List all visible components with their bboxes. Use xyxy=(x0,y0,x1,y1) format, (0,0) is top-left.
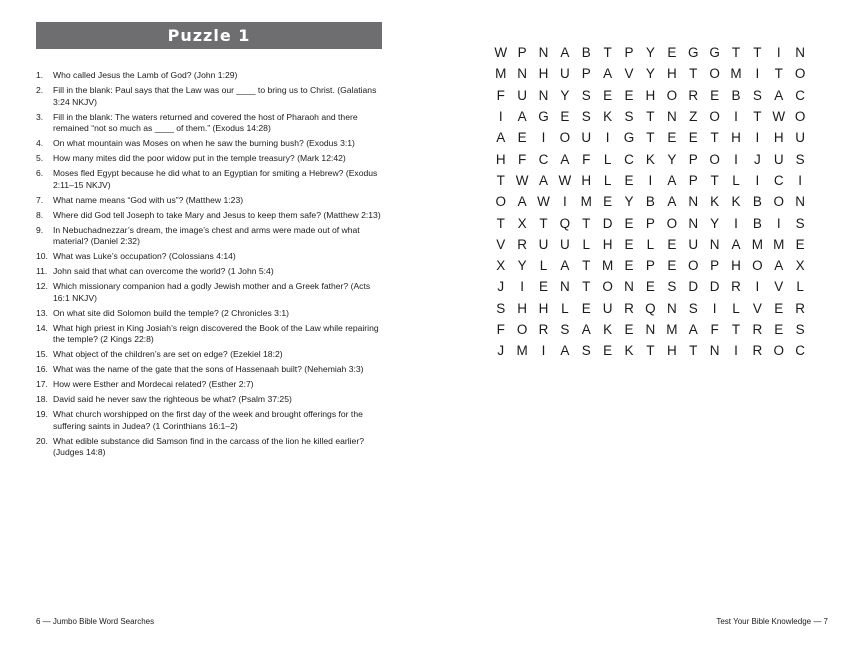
question-text: How many mites did the poor widow put in the temple treasury? (Mark 12:42) xyxy=(53,153,346,164)
grid-letter: T xyxy=(753,45,762,61)
grid-letter: I xyxy=(755,172,760,188)
grid-letter: U xyxy=(795,130,806,146)
grid-letter: H xyxy=(538,300,549,316)
grid-letter: B xyxy=(752,194,762,210)
grid-letter: K xyxy=(603,322,613,337)
grid-letter: H xyxy=(538,66,549,82)
grid-letter: B xyxy=(752,215,762,231)
grid-letter: K xyxy=(603,109,613,125)
grid-letter: I xyxy=(562,194,567,210)
question-text: Which missionary companion had a godly Jewish mother and a Greek father? (Acts 16:1 NKJV) xyxy=(53,281,371,303)
grid-letter: A xyxy=(731,236,741,252)
grid-letter: Y xyxy=(667,151,677,167)
grid-letter: R xyxy=(752,322,763,337)
grid-letter: S xyxy=(560,322,570,337)
grid-letter: Q xyxy=(559,215,571,231)
grid-letter: N xyxy=(624,279,634,295)
question-item xyxy=(36,153,382,165)
grid-letter: W xyxy=(537,194,550,210)
grid-letter: A xyxy=(560,343,570,359)
grid-letter: P xyxy=(710,258,720,274)
grid-letter: I xyxy=(755,130,760,146)
grid-letter: L xyxy=(539,258,548,274)
grid-letter: F xyxy=(710,322,719,337)
grid-letter: E xyxy=(667,236,677,252)
grid-letter: S xyxy=(624,109,634,125)
grid-letter: L xyxy=(603,172,612,188)
question-text: What edible substance did Samson find in the carcass of the lion he killed earlier? (Judges 14:8) xyxy=(53,435,364,458)
grid-letter: L xyxy=(582,236,591,252)
question-number: 14. xyxy=(36,322,48,333)
question-text: Where did God tell Joseph to take Mary and Jesus to keep them safe? (Matthew 2:13) xyxy=(53,209,381,220)
grid-letter: A xyxy=(667,194,677,210)
question-number: 6. xyxy=(36,168,44,179)
grid-letter: K xyxy=(710,194,720,210)
grid-letter: E xyxy=(624,172,634,188)
grid-letter: K xyxy=(624,343,634,359)
grid-letter: H xyxy=(731,130,741,146)
grid-letter: E xyxy=(624,215,634,231)
right-page xyxy=(432,0,864,648)
question-item xyxy=(36,138,382,150)
question-number: 8. xyxy=(36,209,44,220)
grid-letter: D xyxy=(688,279,699,295)
question-number: 12. xyxy=(36,281,48,292)
grid-letter: N xyxy=(645,322,656,337)
grid-letter: E xyxy=(560,109,570,125)
question-text: In Nebuchadnezzar’s dream, the image’s chest and arms were made out of what material? (Daniel 2:32) xyxy=(53,224,360,247)
grid-letter: O xyxy=(773,343,785,359)
grid-letter: Y xyxy=(645,45,655,61)
grid-letter: C xyxy=(624,151,634,167)
grid-letter: O xyxy=(666,215,678,231)
question-item xyxy=(36,195,382,207)
question-number: 17. xyxy=(36,379,48,390)
grid-letter: Y xyxy=(645,66,655,82)
grid-letter: E xyxy=(667,258,677,274)
question-text: What object of the children’s are set on edge? (Ezekiel 18:2) xyxy=(53,349,283,360)
question-item xyxy=(36,379,382,391)
grid-letter: A xyxy=(560,45,570,61)
grid-letter: T xyxy=(603,45,612,61)
grid-letter: Y xyxy=(710,215,720,231)
grid-letter: K xyxy=(645,151,655,167)
footer-right: Test Your Bible Knowledge — 7 xyxy=(716,617,828,626)
question-item xyxy=(36,168,382,191)
grid-letter: R xyxy=(731,279,741,295)
grid-letter: C xyxy=(773,172,784,188)
grid-letter: C xyxy=(795,87,806,103)
grid-letter: G xyxy=(538,109,549,125)
grid-letter: S xyxy=(795,151,805,167)
grid-letter: I xyxy=(541,130,546,146)
grid-letter: F xyxy=(517,151,527,167)
grid-letter: X xyxy=(496,258,506,274)
grid-letter: N xyxy=(666,300,677,316)
grid-letter: I xyxy=(520,279,524,295)
grid-letter: I xyxy=(734,215,738,231)
grid-letter: E xyxy=(710,87,720,103)
question-item xyxy=(36,85,382,108)
question-item xyxy=(36,112,382,135)
grid-letter: L xyxy=(603,151,612,167)
grid-letter: N xyxy=(666,109,677,125)
grid-letter: K xyxy=(731,194,741,210)
grid-letter: S xyxy=(581,109,591,125)
grid-letter: O xyxy=(666,87,678,103)
grid-letter: O xyxy=(794,109,806,125)
grid-letter: X xyxy=(517,215,527,231)
grid-letter: X xyxy=(795,258,805,274)
grid-letter: A xyxy=(538,172,548,188)
grid-letter: N xyxy=(795,194,806,210)
grid-letter: G xyxy=(623,130,635,146)
grid-letter: H xyxy=(645,87,656,103)
question-text: What high priest in King Josiah’s reign discovered the Book of the Law while repairing the temple? (2 Kings 22:8) xyxy=(53,322,379,345)
grid-letter: F xyxy=(496,87,505,103)
grid-letter: A xyxy=(667,172,677,188)
question-number: 3. xyxy=(36,111,44,122)
question-item xyxy=(36,436,382,459)
grid-letter: E xyxy=(538,279,548,295)
grid-letter: T xyxy=(646,343,655,359)
question-item xyxy=(36,394,382,406)
question-number: 11. xyxy=(36,266,48,277)
question-number: 20. xyxy=(36,435,48,446)
grid-letter: F xyxy=(496,322,505,337)
grid-letter: T xyxy=(710,172,719,188)
question-item xyxy=(36,210,382,222)
grid-letter: R xyxy=(795,300,806,316)
question-text: John said that what can overcome the world? (1 John 5:4) xyxy=(53,266,274,277)
grid-letter: S xyxy=(795,322,805,337)
grid-letter: W xyxy=(772,109,786,125)
question-number: 5. xyxy=(36,153,44,164)
grid-letter: M xyxy=(751,236,763,252)
grid-letter: Y xyxy=(560,87,570,103)
grid-letter: F xyxy=(582,151,591,167)
grid-letter: A xyxy=(774,87,784,103)
grid-letter: U xyxy=(559,66,570,82)
grid-letter: T xyxy=(689,66,698,82)
grid-letter: A xyxy=(496,130,506,146)
grid-letter: M xyxy=(516,343,528,359)
question-number: 10. xyxy=(36,251,48,262)
grid-letter: L xyxy=(646,236,655,252)
question-number: 2. xyxy=(36,84,44,95)
grid-letter: M xyxy=(602,258,614,274)
question-item xyxy=(36,266,382,278)
grid-letter: G xyxy=(709,45,720,61)
grid-letter: A xyxy=(560,151,570,167)
grid-letter: I xyxy=(498,109,503,125)
grid-letter: P xyxy=(688,151,698,167)
grid-letter: L xyxy=(561,300,569,316)
grid-letter: P xyxy=(581,66,591,82)
grid-letter: E xyxy=(517,130,527,146)
grid-letter: H xyxy=(731,258,741,274)
grid-letter: T xyxy=(582,258,591,274)
grid-letter: B xyxy=(731,87,741,103)
grid-letter: T xyxy=(710,130,719,146)
question-number: 9. xyxy=(36,224,44,235)
question-text: On what site did Solomon build the temple? (2 Chronicles 3:1) xyxy=(53,307,289,318)
grid-letter: T xyxy=(731,45,741,61)
question-item xyxy=(36,225,382,248)
word-search-grid xyxy=(490,42,811,361)
grid-letter: R xyxy=(752,343,763,359)
grid-letter: E xyxy=(624,87,634,103)
grid-letter: V xyxy=(496,236,506,252)
grid-letter: M xyxy=(666,322,678,337)
grid-letter: V xyxy=(752,300,762,316)
grid-letter: E xyxy=(667,45,677,61)
grid-letter: H xyxy=(666,343,677,359)
grid-letter: O xyxy=(516,322,528,337)
question-text: What church worshipped on the first day of the week and brought offerings for the suffering saints in Judea? (1 Corinthians 16:1–2) xyxy=(53,409,363,431)
grid-letter: U xyxy=(559,236,570,252)
grid-letter: O xyxy=(709,109,720,125)
question-item xyxy=(36,409,382,432)
grid-letter: M xyxy=(580,194,592,210)
grid-letter: N xyxy=(688,194,699,210)
question-number: 15. xyxy=(36,349,48,360)
grid-letter: L xyxy=(796,279,804,295)
grid-letter: P xyxy=(645,258,655,274)
grid-letter: I xyxy=(755,279,760,295)
grid-letter: U xyxy=(517,87,527,103)
grid-letter: I xyxy=(755,66,760,82)
footer-left: 6 — Jumbo Bible Word Searches xyxy=(36,617,155,626)
question-text: On what mountain was Moses on when he saw the burning bush? (Exodus 3:1) xyxy=(53,138,355,149)
grid-letter: A xyxy=(517,109,527,125)
grid-letter: O xyxy=(559,130,571,146)
grid-letter: I xyxy=(734,109,738,125)
grid-letter: E xyxy=(795,236,805,252)
grid-letter: A xyxy=(603,66,613,82)
grid-letter: C xyxy=(795,343,806,359)
grid-letter: J xyxy=(497,279,505,295)
grid-letter: E xyxy=(603,87,613,103)
grid-letter: U xyxy=(581,130,592,146)
grid-letter: S xyxy=(581,87,591,103)
question-text: Fill in the blank: The waters returned and covered the host of Pharaoh and there remained “not so much as ____ of them.” (Exodus 14:28) xyxy=(53,111,358,134)
grid-letter: B xyxy=(645,194,655,210)
question-number: 1. xyxy=(36,70,44,80)
grid-letter: U xyxy=(773,151,784,167)
grid-letter: Q xyxy=(645,300,656,316)
question-number: 13. xyxy=(36,307,48,318)
grid-letter: E xyxy=(603,343,613,359)
grid-letter: O xyxy=(709,66,720,82)
grid-letter: O xyxy=(794,66,806,82)
question-text: Who called Jesus the Lamb of God? (John 1:29) xyxy=(53,70,238,80)
question-text: What was Luke’s occupation? (Colossians 4:14) xyxy=(53,251,236,262)
question-text: What was the name of the gate that the sons of Hassenaah built? (Nehemiah 3:3) xyxy=(53,364,364,375)
grid-letter: H xyxy=(666,66,677,82)
grid-letter: T xyxy=(582,279,591,295)
grid-letter: H xyxy=(773,130,784,146)
grid-letter: Y xyxy=(517,258,527,274)
grid-letter: V xyxy=(774,279,784,295)
grid-letter: N xyxy=(517,66,527,82)
grid-letter: N xyxy=(709,343,720,359)
grid-letter: H xyxy=(602,236,613,252)
grid-letter: D xyxy=(709,279,720,295)
grid-letter: P xyxy=(624,45,634,61)
puzzle-title: Puzzle 1 xyxy=(36,22,382,49)
grid-letter: N xyxy=(538,87,549,103)
grid-letter: U xyxy=(602,300,613,316)
grid-letter: I xyxy=(798,172,803,188)
grid-letter: P xyxy=(688,172,698,188)
grid-letter: I xyxy=(541,343,546,359)
grid-letter: N xyxy=(709,236,720,252)
grid-letter: I xyxy=(734,343,738,359)
grid-letter: E xyxy=(603,194,613,210)
grid-letter: T xyxy=(646,109,655,125)
grid-letter: R xyxy=(517,236,527,252)
question-item xyxy=(36,308,382,320)
grid-letter: S xyxy=(667,279,677,295)
grid-letter: I xyxy=(605,130,610,146)
grid-letter: L xyxy=(732,172,740,188)
grid-letter: O xyxy=(752,258,763,274)
grid-letter: T xyxy=(731,322,741,337)
grid-letter: R xyxy=(538,322,549,337)
grid-letter: W xyxy=(558,172,572,188)
grid-letter: N xyxy=(795,45,806,61)
grid-letter: N xyxy=(688,215,699,231)
grid-letter: E xyxy=(624,322,634,337)
grid-letter: U xyxy=(538,236,549,252)
grid-letter: E xyxy=(624,236,634,252)
grid-letter: J xyxy=(497,343,505,359)
grid-letter: H xyxy=(581,172,592,188)
grid-letter: H xyxy=(495,151,506,167)
question-text: How were Esther and Mordecai related? (Esther 2:7) xyxy=(53,379,254,390)
grid-letter: H xyxy=(517,300,527,316)
grid-letter: E xyxy=(624,258,634,274)
grid-letter: S xyxy=(795,215,805,231)
question-list xyxy=(36,70,382,462)
question-number: 4. xyxy=(36,138,44,149)
question-number: 19. xyxy=(36,409,48,420)
grid-letter: N xyxy=(538,45,549,61)
grid-letter: R xyxy=(624,300,634,316)
grid-letter: O xyxy=(773,194,785,210)
grid-letter: O xyxy=(709,151,720,167)
grid-letter: A xyxy=(581,322,591,337)
grid-letter: P xyxy=(645,215,655,231)
question-text: What name means “God with us”? (Matthew 1:23) xyxy=(53,194,244,205)
grid-letter: I xyxy=(776,45,781,61)
grid-letter: W xyxy=(494,45,508,61)
question-item xyxy=(36,323,382,346)
grid-letter: I xyxy=(648,172,653,188)
grid-letter: N xyxy=(559,279,570,295)
grid-letter: O xyxy=(495,194,506,210)
question-number: 7. xyxy=(36,194,44,205)
grid-letter: R xyxy=(688,87,699,103)
grid-letter: P xyxy=(517,45,527,61)
grid-letter: E xyxy=(667,130,677,146)
grid-letter: T xyxy=(774,66,783,82)
grid-letter: Y xyxy=(624,194,634,210)
question-text: David said he never saw the righteous be what? (Psalm 37:25) xyxy=(53,394,292,405)
grid-letter: O xyxy=(602,279,613,295)
grid-letter: S xyxy=(581,343,591,359)
grid-letter: Z xyxy=(689,109,698,125)
grid-letter: I xyxy=(734,151,738,167)
grid-letter: D xyxy=(602,215,613,231)
grid-letter: M xyxy=(495,66,507,82)
grid-letter: M xyxy=(730,66,742,82)
grid-letter: A xyxy=(688,322,698,337)
grid-letter: I xyxy=(712,300,717,316)
grid-letter: T xyxy=(689,343,698,359)
grid-letter: A xyxy=(560,258,570,274)
grid-letter: V xyxy=(624,66,634,82)
grid-letter: A xyxy=(774,258,784,274)
question-item xyxy=(36,251,382,263)
grid-letter: O xyxy=(687,258,699,274)
grid-letter: T xyxy=(496,172,505,188)
grid-letter: W xyxy=(515,172,529,188)
grid-letter: B xyxy=(581,45,591,61)
question-text: Fill in the blank: Paul says that the Law was our ____ to bring us to Christ. (Galatians 3:24 NKJV) xyxy=(53,84,377,107)
grid-letter: E xyxy=(774,322,784,337)
question-text: Moses fled Egypt because he did what to an Egyptian for smiting a Hebrew? (Exodus 2:11–15 NKJV) xyxy=(53,168,378,190)
grid-letter: M xyxy=(773,236,785,252)
grid-letter: T xyxy=(539,215,548,231)
grid-letter: E xyxy=(688,130,698,146)
grid-letter: S xyxy=(688,300,698,316)
grid-letter: L xyxy=(732,300,740,316)
grid-letter: U xyxy=(688,236,699,252)
grid-letter: T xyxy=(496,215,505,231)
grid-letter: S xyxy=(496,300,506,316)
question-item xyxy=(36,349,382,361)
grid-letter: I xyxy=(776,215,781,231)
grid-letter: A xyxy=(517,194,527,210)
question-item xyxy=(36,281,382,304)
grid-letter: T xyxy=(582,215,591,231)
grid-letter: E xyxy=(774,300,784,316)
grid-letter: E xyxy=(581,300,591,316)
question-item xyxy=(36,364,382,376)
grid-letter: G xyxy=(687,45,699,61)
grid-letter: T xyxy=(753,109,762,125)
grid-letter: J xyxy=(754,151,761,167)
question-number: 18. xyxy=(36,394,48,405)
grid-letter: C xyxy=(538,151,549,167)
grid-letter: T xyxy=(646,130,655,146)
question-number: 16. xyxy=(36,364,48,375)
grid-letter: S xyxy=(752,87,762,103)
question-item xyxy=(36,70,382,82)
grid-letter: E xyxy=(645,279,655,295)
